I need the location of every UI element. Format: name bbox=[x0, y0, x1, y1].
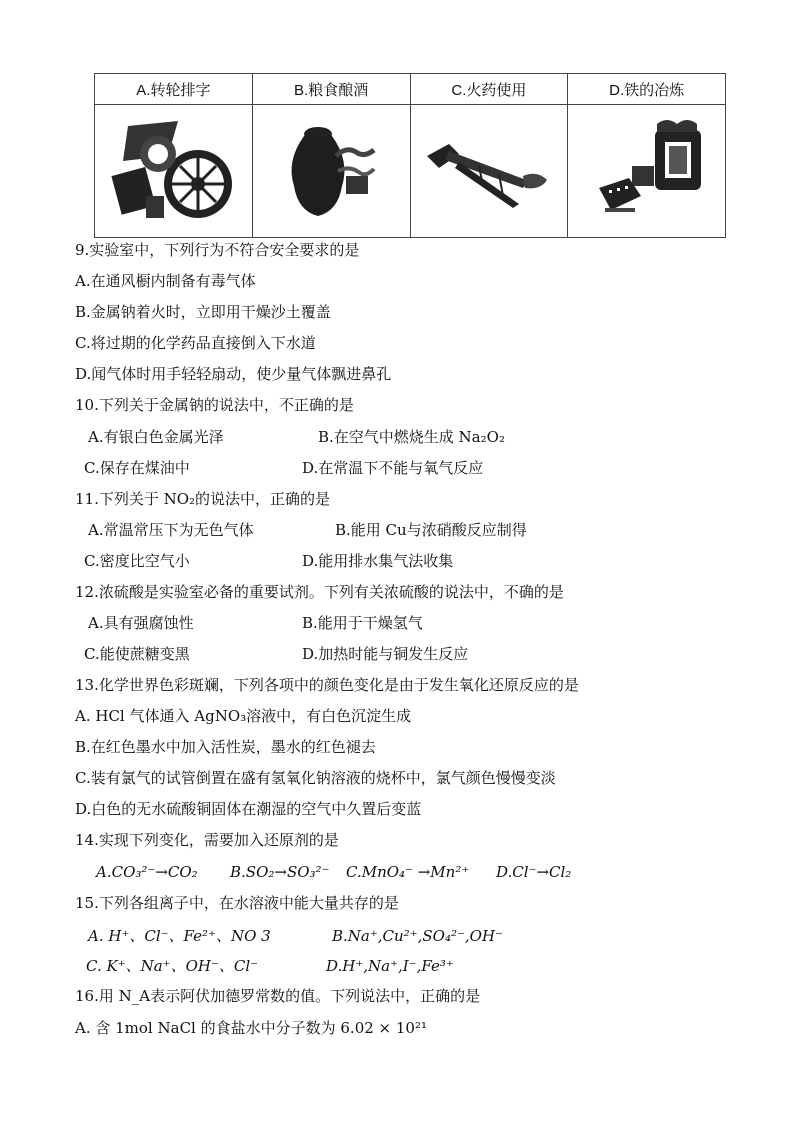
header-cell-a: A.转轮排字 bbox=[95, 74, 253, 105]
q11-stem: 11.下列关于 NO₂的说法中，正确的是 bbox=[75, 490, 331, 508]
q12-option-a: A.具有强腐蚀性 bbox=[88, 614, 194, 632]
q13-stem: 13.化学世界色彩斑斓，下列各项中的颜色变化是由于发生氧化还原反应的是 bbox=[75, 676, 579, 694]
q11-option-c: C.密度比空气小 bbox=[84, 552, 190, 570]
image-cell-d bbox=[568, 105, 726, 238]
q9-option-d: D.闻气体时用手轻轻扇动，使少量气体飘进鼻孔 bbox=[75, 365, 392, 383]
q13-option-a: A. HCl 气体通入 AgNO₃溶液中，有白色沉淀生成 bbox=[75, 707, 412, 725]
q15-stem: 15.下列各组离子中，在水溶液中能大量共存的是 bbox=[75, 894, 399, 912]
q14-option-d: D.Cl⁻→Cl₂ bbox=[496, 863, 572, 881]
image-cell-a bbox=[95, 105, 253, 238]
q14-option-b: B.SO₂→SO₃²⁻ bbox=[230, 863, 330, 881]
q12-stem: 12.浓硫酸是实验室必备的重要试剂。下列有关浓硫酸的说法中，不确的是 bbox=[75, 583, 564, 601]
q13-option-d: D.白色的无水硫酸铜固体在潮湿的空气中久置后变蓝 bbox=[75, 800, 422, 818]
table-header-row bbox=[95, 74, 726, 105]
gunpowder-rocket-image bbox=[419, 126, 559, 216]
movable-type-wheel-image bbox=[108, 116, 238, 226]
header-cell-c: C.火药使用 bbox=[410, 74, 568, 105]
table-image-row bbox=[95, 105, 726, 238]
q9-option-b: B.金属钠着火时，立即用干燥沙土覆盖 bbox=[75, 303, 331, 321]
wine-jar-image bbox=[276, 116, 386, 226]
q13-option-b: B.在红色墨水中加入活性炭，墨水的红色褪去 bbox=[75, 738, 376, 756]
q9-option-a: A.在通风橱内制备有毒气体 bbox=[75, 272, 256, 290]
q11-option-d: D.能用排水集气法收集 bbox=[302, 552, 454, 570]
q10-stem: 10.下列关于金属钠的说法中，不正确的是 bbox=[75, 396, 354, 414]
q12-option-c: C.能使蔗糖变黑 bbox=[84, 645, 190, 663]
q10-option-c: C.保存在煤油中 bbox=[84, 459, 190, 477]
q14-option-a: A.CO₃²⁻→CO₂ bbox=[96, 863, 198, 881]
q16-stem: 16.用 N_A表示阿伏加德罗常数的值。下列说法中，正确的是 bbox=[75, 987, 481, 1005]
q15-option-a: A. H⁺、Cl⁻、Fe²⁺、NO 3 bbox=[88, 927, 271, 945]
q14-option-c: C.MnO₄⁻ →Mn²⁺ bbox=[346, 863, 470, 881]
q12-option-b: B.能用于干燥氢气 bbox=[302, 614, 423, 632]
q15-option-b: B.Na⁺,Cu²⁺,SO₄²⁻,OH⁻ bbox=[332, 927, 503, 945]
q9-option-c: C.将过期的化学药品直接倒入下水道 bbox=[75, 334, 316, 352]
q11-option-b: B.能用 Cu与浓硝酸反应制得 bbox=[335, 521, 527, 539]
q10-option-d: D.在常温下不能与氧气反应 bbox=[302, 459, 484, 477]
q15-option-d: D.H⁺,Na⁺,I⁻,Fe³⁺ bbox=[326, 957, 454, 975]
image-cell-b bbox=[252, 105, 410, 238]
q9-stem: 9.实验室中，下列行为不符合安全要求的是 bbox=[75, 241, 360, 259]
q14-stem: 14.实现下列变化，需要加入还原剂的是 bbox=[75, 831, 339, 849]
q16-option-a: A. 含 1mol NaCl 的食盐水中分子数为 6.02 × 10²¹ bbox=[75, 1019, 427, 1037]
artifact-table bbox=[94, 73, 726, 238]
q13-option-c: C.装有氯气的试管倒置在盛有氢氧化钠溶液的烧杯中，氯气颜色慢慢变淡 bbox=[75, 769, 556, 787]
q15-option-c: C. K⁺、Na⁺、OH⁻、Cl⁻ bbox=[86, 957, 259, 975]
header-cell-d: D.铁的冶炼 bbox=[568, 74, 726, 105]
q10-option-b: B.在空气中燃烧生成 Na₂O₂ bbox=[318, 428, 505, 446]
header-cell-b: B.粮食酿酒 bbox=[252, 74, 410, 105]
q12-option-d: D.加热时能与铜发生反应 bbox=[302, 645, 469, 663]
image-cell-c bbox=[410, 105, 568, 238]
iron-smelting-furnace-image bbox=[577, 116, 717, 226]
q10-option-a: A.有银白色金属光泽 bbox=[88, 428, 224, 446]
q11-option-a: A.常温常压下为无色气体 bbox=[88, 521, 254, 539]
